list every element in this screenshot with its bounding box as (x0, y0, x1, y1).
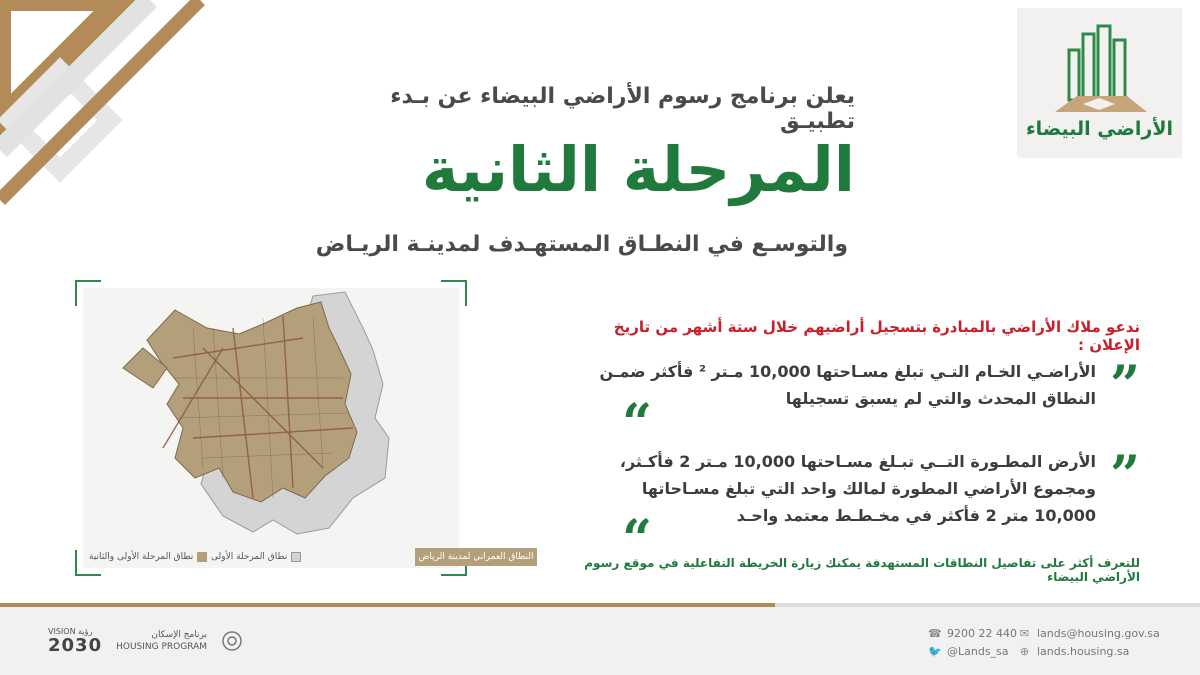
email-address: lands@housing.gov.sa (1037, 627, 1160, 640)
legend-phase1-label: نطاق المرحلة الأولى (211, 552, 288, 562)
riyadh-map (75, 280, 534, 576)
website-contact[interactable] (1018, 645, 1129, 658)
legend-boundary: النطاق العمراني لمدينة الرياض (415, 548, 537, 566)
invite-text: ندعو ملاك الأراضي بالمبادرة بتسجيل أراضيهم خلال ستة أشهر من تاريخ الإعلان : (613, 318, 1140, 354)
email-icon: ✉ (1019, 627, 1030, 640)
legend-swatch-gray (291, 552, 301, 562)
logo-name: الأراضي البيضاء (1025, 118, 1174, 140)
phone-contact[interactable] (928, 627, 1017, 640)
phone-icon: ☎ (928, 627, 942, 640)
quote-open-icon: ” (1110, 355, 1140, 416)
housing-en: HOUSING PROGRAM (116, 642, 208, 652)
legend-phase12 (89, 552, 207, 562)
housing-program-logo (116, 629, 207, 653)
corner-decoration (0, 0, 230, 230)
quote-text: الأرض المطـورة التــي تبـلغ مسـاحتها 10,000 مـتر 2 فأكـثر، ومجموع الأراضي المطورة لمالك واحد التي تبلغ مسـاحاتها 10,000 متر 2 فأكثر في مخـطـط معتمد واحـد (619, 452, 1096, 525)
web-icon: ⊕ (1019, 645, 1030, 658)
phone-number: 9200 22 440 (947, 627, 1017, 640)
quote-block (580, 355, 1140, 454)
headline-sub: والتوسـع في النطـاق المستهـدف لمدينـة الريـاض (315, 232, 848, 257)
twitter-contact[interactable] (928, 645, 1009, 658)
twitter-handle: @Lands_sa (947, 645, 1009, 658)
quote-open-icon: ” (1110, 445, 1140, 506)
quote-close-icon: “ (622, 509, 652, 570)
vision-label: VISION رؤية (48, 627, 93, 636)
footer (0, 607, 1200, 675)
legend-phase1 (211, 552, 301, 562)
headline-top: يعلن برنامج رسوم الأراضي البيضاء عن بـدء تطبيـق (390, 84, 855, 134)
legend-swatch-brown (197, 552, 207, 562)
housing-ar: برنامج الإسكان (151, 630, 208, 640)
footer-logos (48, 627, 243, 655)
website-url: lands.housing.sa (1037, 645, 1130, 658)
emblem-icon (221, 630, 243, 652)
headline-main: المرحلة الثانية (421, 133, 855, 206)
legend-phase12-label: نطاق المرحلة الأولى والثانية (89, 552, 194, 562)
vision-2030-logo (48, 627, 102, 655)
white-lands-logo (1017, 8, 1182, 158)
vision-year: 2030 (48, 635, 103, 656)
quote-text: الأراضـي الخـام التـي تبلغ مسـاحتها 10,000 مـتر ² فأكثر ضمـن النطاق المحدث والتي لم يسبق تسجيلها (599, 362, 1096, 408)
email-contact[interactable] (1018, 627, 1160, 640)
footnote-link-text: للتعرف أكثر على تفاصيل النطاقات المستهدفة يمكنك زيارة الخريطة التفاعلية في موقع رسوم الأراضي البيضاء (584, 556, 1140, 584)
map-drawing (83, 288, 459, 546)
buildings-logo-icon (1047, 20, 1152, 115)
quote-close-icon: “ (622, 393, 652, 454)
twitter-icon: 🐦 (928, 645, 942, 658)
